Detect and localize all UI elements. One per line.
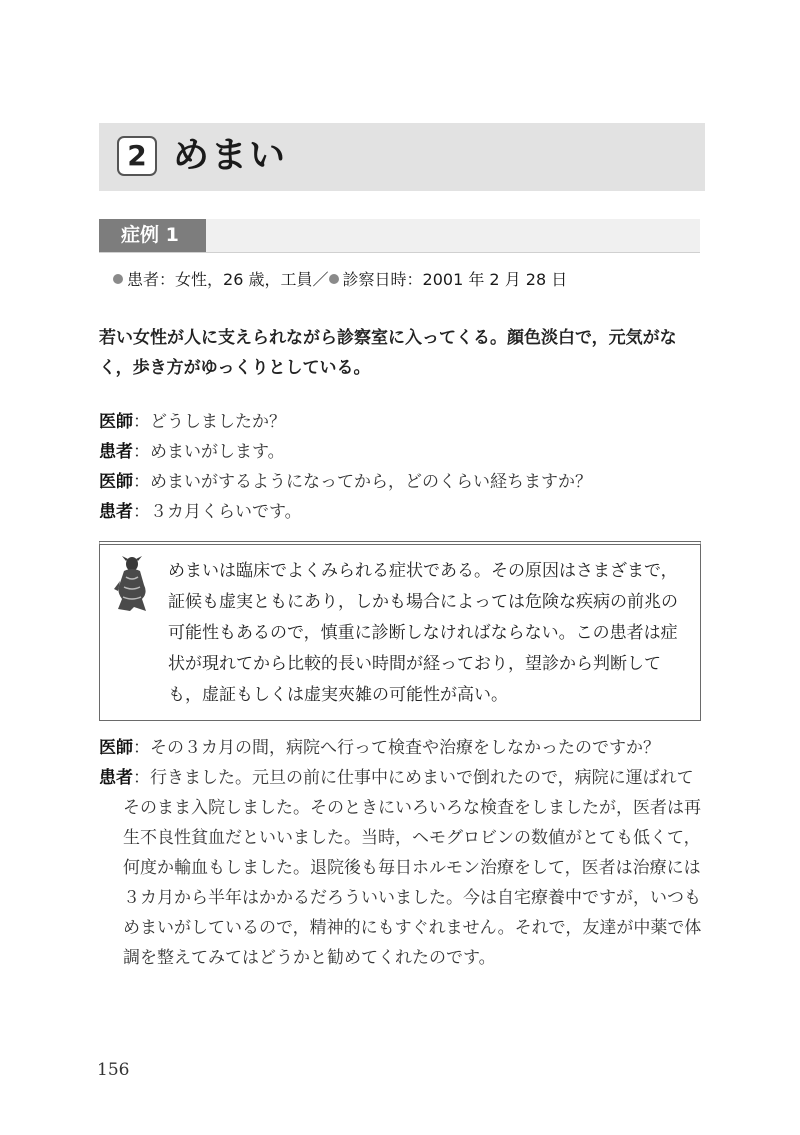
speaker-label: 医師 bbox=[99, 412, 133, 432]
intro-paragraph: 若い女性が人に支えられながら診察室に入ってくる。顔色淡白で，元気がなく，歩き方がゆっくりとしている。 bbox=[99, 328, 677, 378]
separator: ／ bbox=[312, 270, 329, 289]
dialogue-line bbox=[99, 763, 709, 973]
chapter-title: めまい bbox=[173, 135, 288, 176]
speaker-label: 患者 bbox=[99, 442, 133, 462]
patient-label: 患者 bbox=[127, 270, 160, 289]
bullet-dot-icon bbox=[113, 274, 123, 284]
case-label: 症例 1 bbox=[99, 219, 206, 252]
speaker-label: 医師 bbox=[99, 738, 133, 758]
utterance: ：その３カ月の間，病院へ行って検査や治療をしなかったのですか？ bbox=[133, 738, 660, 758]
bullet-dot-icon bbox=[329, 274, 339, 284]
utterance: ：行きました。元旦の前に仕事中にめまいで倒れたので，病院に運ばれてそのまま入院しました。そのときにいろいろな検査をしましたが，医者は再生不良性貧血だといいました。当時，ヘモグロビンの数値がとても低くて，何度か輸血もしました。退院後も毎日ホルモン治療をして，医者は治療には３カ月から半年はかかるだろういいました。今は自宅療養中ですが，いつもめまいがしているので，精神的にもすぐれません。それで，友達が中薬で体調を整えてみてはどうかと勧めてくれたのです。 bbox=[123, 768, 702, 968]
commentary-text: めまいは臨床でよくみられる症状である。その原因はさまざまで，証候も虚実ともにあり，しかも場合によっては危険な疾病の前兆の可能性もあるので，慎重に診断しなければならない。この患者は症状が現れてから比較的長い時間が経っており，望診から判断しても，虚証もしくは虚実夾雑の可能性が高い。 bbox=[168, 561, 678, 705]
dialogue-line bbox=[99, 437, 709, 467]
speaker-label: 医師 bbox=[99, 472, 133, 492]
page-number: 156 bbox=[97, 1060, 130, 1080]
date-value: 2001 年 2 月 28 日 bbox=[422, 270, 568, 289]
dialogue-block-1 bbox=[99, 407, 709, 527]
date-label: 診察日時 bbox=[342, 270, 407, 289]
utterance: ：３カ月くらいです。 bbox=[133, 502, 302, 522]
case-heading-bar bbox=[99, 219, 700, 253]
patient-info bbox=[113, 267, 567, 293]
commentary-box bbox=[99, 541, 701, 721]
colon: ： bbox=[406, 270, 423, 289]
dialogue-line bbox=[99, 407, 709, 437]
dialogue-line bbox=[99, 467, 709, 497]
chapter-number: 2 bbox=[117, 136, 157, 176]
speaker-label: 患者 bbox=[99, 502, 133, 522]
utterance: ：めまいがするようになってから，どのくらい経ちますか？ bbox=[133, 472, 592, 492]
speaker-label: 患者 bbox=[99, 768, 133, 788]
dialogue-line bbox=[99, 733, 709, 763]
patient-value: 女性，26 歳，工員 bbox=[175, 270, 313, 289]
utterance: ：どうしましたか？ bbox=[133, 412, 286, 432]
sage-figure-icon bbox=[108, 555, 156, 613]
dialogue-block-2 bbox=[99, 733, 709, 973]
utterance: ：めまいがします。 bbox=[133, 442, 285, 462]
dialogue-line bbox=[99, 497, 709, 527]
colon: ： bbox=[159, 270, 176, 289]
chapter-header bbox=[99, 123, 705, 191]
